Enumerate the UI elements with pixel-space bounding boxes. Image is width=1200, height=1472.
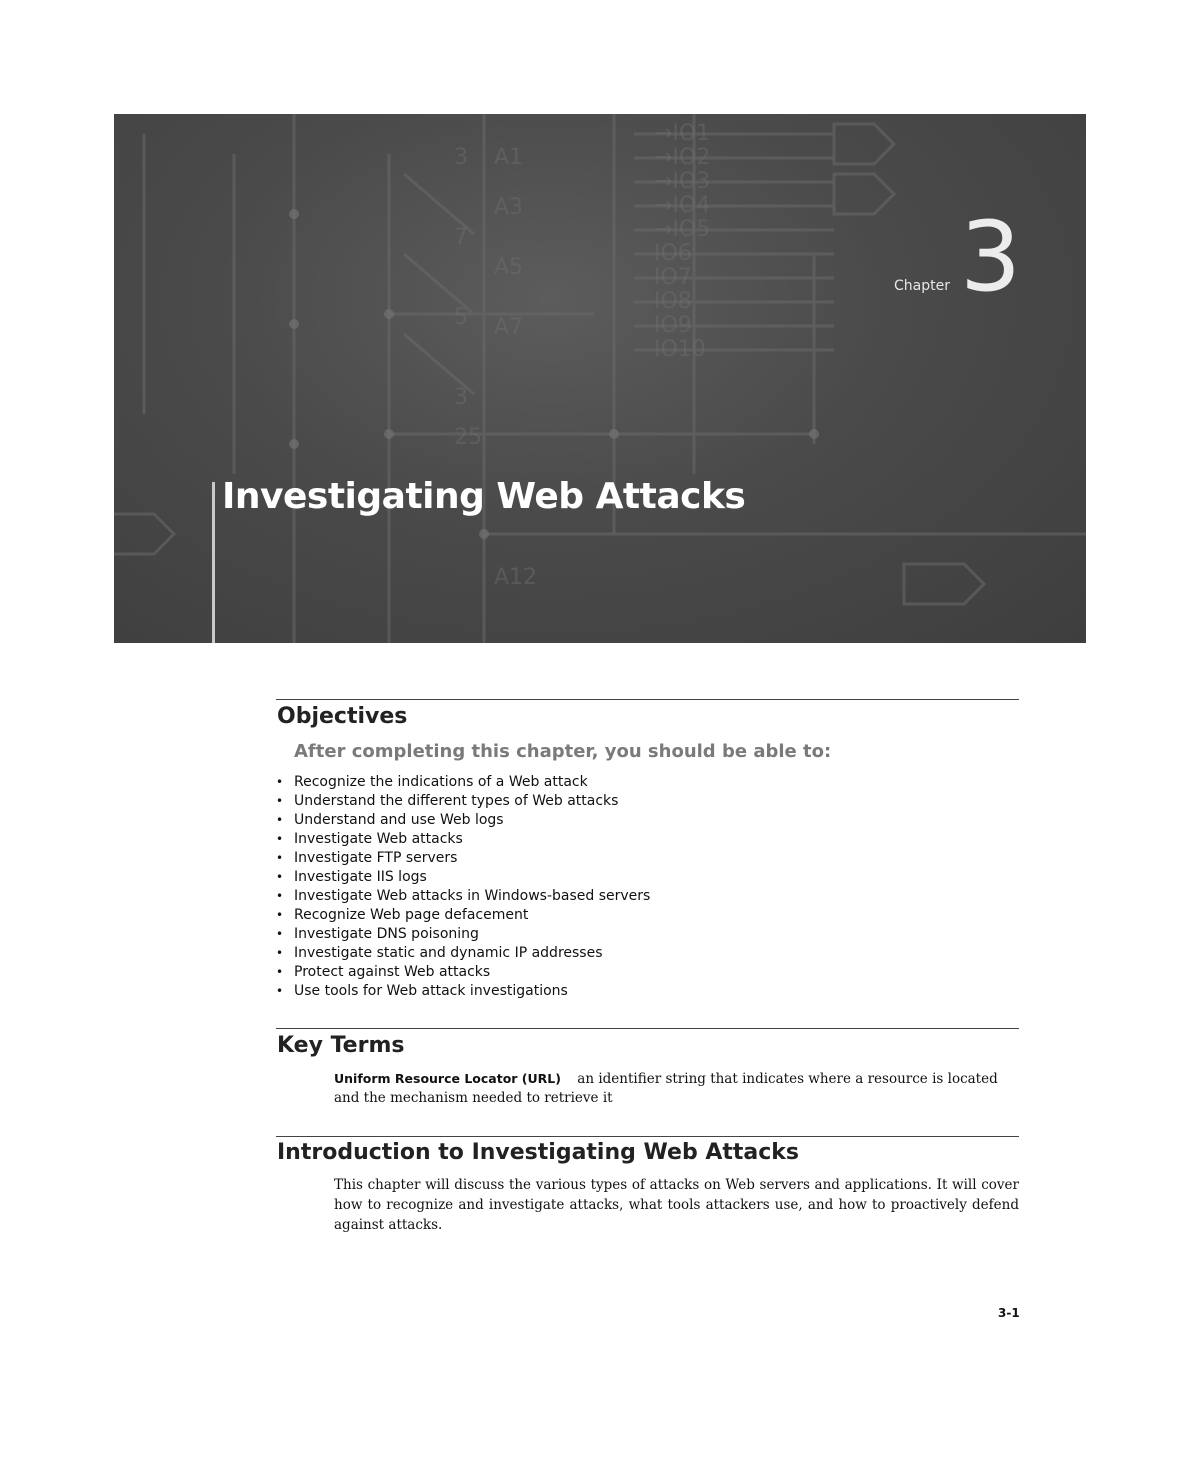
- bullet-icon: •: [276, 984, 284, 998]
- svg-text:A3: A3: [494, 195, 524, 220]
- svg-text:→IO3: →IO3: [654, 169, 711, 194]
- objectives-intro: After completing this chapter, you should be able to:: [294, 741, 832, 762]
- bullet-icon: •: [276, 927, 284, 941]
- bullet-icon: •: [276, 813, 284, 827]
- svg-text:→IO2: →IO2: [654, 145, 711, 170]
- svg-text:25: 25: [454, 425, 482, 450]
- page-number: 3-1: [998, 1306, 1020, 1320]
- bullet-icon: •: [276, 946, 284, 960]
- chapter-label: Chapter: [894, 278, 950, 294]
- svg-text:IO8: IO8: [654, 289, 692, 314]
- list-item: • Investigate FTP servers: [276, 850, 458, 866]
- list-item: • Investigate Web attacks in Windows-based servers: [276, 888, 651, 904]
- svg-text:IO9: IO9: [654, 313, 692, 338]
- svg-text:IO10: IO10: [654, 337, 706, 362]
- svg-text:A7: A7: [494, 315, 524, 340]
- svg-text:3: 3: [454, 145, 468, 170]
- introduction-heading: Introduction to Investigating Web Attacks: [277, 1140, 800, 1165]
- list-item: • Protect against Web attacks: [276, 964, 491, 980]
- svg-text:→IO5: →IO5: [654, 217, 711, 242]
- chapter-number: 3: [960, 201, 1022, 313]
- svg-text:IO6: IO6: [654, 241, 692, 266]
- svg-text:IO7: IO7: [654, 265, 692, 290]
- chapter-banner: [114, 114, 1086, 643]
- key-term-definition: an identifier string that indicates where a resource is located and the mechanism needed to retrieve it: [334, 1071, 998, 1106]
- list-item: • Use tools for Web attack investigations: [276, 983, 568, 999]
- svg-text:7: 7: [454, 225, 468, 250]
- list-item: • Recognize Web page defacement: [276, 907, 529, 923]
- objectives-heading: Objectives: [277, 704, 408, 729]
- list-item: • Investigate Web attacks: [276, 831, 463, 847]
- section-divider: [276, 1136, 1019, 1137]
- section-divider: [276, 699, 1019, 700]
- list-item: • Investigate IIS logs: [276, 869, 427, 885]
- bullet-icon: •: [276, 794, 284, 808]
- list-item: • Understand and use Web logs: [276, 812, 504, 828]
- objective-list: [276, 773, 650, 1001]
- introduction-body: This chapter will discuss the various types of attacks on Web servers and applications. It will cover how to recognize and investigate attacks, what tools attackers use, and how to proactively defend against attacks.: [334, 1177, 1019, 1233]
- bullet-icon: •: [276, 870, 284, 884]
- bullet-icon: •: [276, 908, 284, 922]
- key-term-entry: [334, 1069, 1014, 1108]
- svg-text:A5: A5: [494, 255, 524, 280]
- list-item: • Understand the different types of Web attacks: [276, 793, 619, 809]
- chapter-title: Investigating Web Attacks: [222, 476, 746, 517]
- list-item: • Investigate DNS poisoning: [276, 926, 479, 942]
- section-divider: [276, 1028, 1019, 1029]
- svg-text:A1: A1: [494, 145, 524, 170]
- bullet-icon: •: [276, 832, 284, 846]
- key-term-name: Uniform Resource Locator (URL): [334, 1071, 561, 1086]
- svg-text:5: 5: [454, 305, 468, 330]
- svg-text:3: 3: [454, 385, 468, 410]
- bullet-icon: •: [276, 775, 284, 789]
- title-rule: [212, 482, 215, 643]
- svg-text:A12: A12: [494, 565, 538, 590]
- key-terms-heading: Key Terms: [277, 1033, 405, 1058]
- list-item: • Investigate static and dynamic IP addresses: [276, 945, 603, 961]
- list-item: • Recognize the indications of a Web attack: [276, 774, 588, 790]
- bullet-icon: •: [276, 965, 284, 979]
- circuit-background-image: [114, 114, 1086, 643]
- svg-text:→IO1: →IO1: [654, 121, 711, 146]
- bullet-icon: •: [276, 889, 284, 903]
- svg-text:→IO4: →IO4: [654, 193, 711, 218]
- bullet-icon: •: [276, 851, 284, 865]
